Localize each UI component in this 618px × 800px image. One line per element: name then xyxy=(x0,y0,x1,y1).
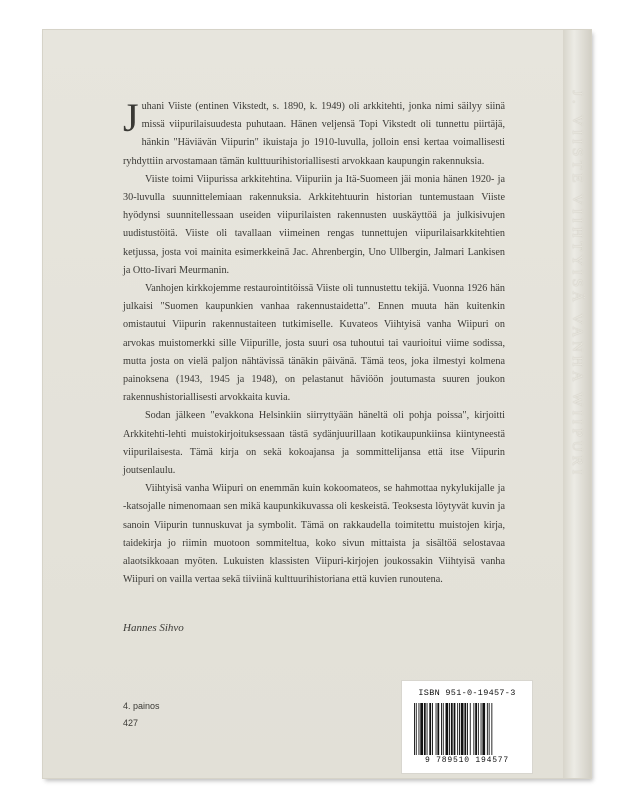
paragraph-2: Viiste toimi Viipurissa arkkitehtina. Viipuriin ja Itä-Suomeen jäi monia hänen 1920- ja 30-luvulla suunnittelemiaan rakennuksia. Arkkitehtuurin historian tuntemustaan Viiste hyödynsi suunnitellessaan useiden viipurilaisten rakennusten uuskäyttöä ja julkisivujen uudistustöitä. Viiste oli tavallaan viimeinen rengas tunnettujen viipurilaisarkkitehtien ketjussa, josta voi mainita esimerkkeinä Jac. Ahrenbergin, Uno Ullbergin, Jalmari Lankisen ja Otto-Iivari Meurmanin. xyxy=(123,173,505,276)
edition-label: 4. painos xyxy=(123,701,160,711)
paragraph-3: Vanhojen kirkkojemme restaurointitöissä Viiste oli tunnustettu tekijä. Vuonna 1926 hän julkaisi "Suomen kaupunkien vanhaa rakennustaidetta". Ennen muuta hän kuitenkin omistautui Viipurin rakennustaiteen tutkimiselle. Kuvateos Viihtyisä vanha Wiipuri on arvokas muistomerkki sille Viipurille, josta suuri osa tuhoutui tai vaurioitui viime sodissa, mutta josta on vielä paljon nähtävissä tänäkin päivänä. Tämä teos, joka ilmestyi kolmena painoksena (1943, 1945 ja 1948), on pelastanut häviöön joutumasta suuren joukon rakennushistoriallisesti arvokkaita kuvia. xyxy=(123,283,505,404)
paragraph-4: Sodan jälkeen "evakkona Helsinkiin siirryttyään häneltä oli pohja poissa", kirjoitti Arkkitehti-lehti muistokirjoituksessaan tästä sydänjuurillaan kotikaupunkiinsa kiintyneestä viipurilaisesta. Tämä kirja on sekä kokoajansa ja sommittelijansa että itse Viipurin joutsenlaulu. xyxy=(123,410,505,477)
barcode-icon xyxy=(414,703,520,755)
barcode-digits: 9 789510 194577 xyxy=(424,756,509,765)
spine-title: J. VIISTE VIIHTYISÄ VANHA WIIPURI xyxy=(569,90,585,479)
paragraph-1 xyxy=(123,95,505,171)
author-signature: Hannes Sihvo xyxy=(123,622,184,634)
book-spine xyxy=(563,30,591,778)
back-cover xyxy=(43,30,564,778)
isbn-number: ISBN 951-0-19457-3 xyxy=(418,688,516,698)
edition-info xyxy=(123,698,160,732)
isbn-barcode-label xyxy=(401,680,533,774)
blurb-text xyxy=(123,95,505,589)
drop-cap: J xyxy=(123,95,139,140)
book xyxy=(43,30,591,778)
product-code: 427 xyxy=(123,718,139,728)
paragraph-5: Viihtyisä vanha Wiipuri on enemmän kuin kokoomateos, se hahmottaa nykylukijalle ja -katsojalle nimenomaan sen mikä kaupunkikuvassa oli keskeistä. Teoksesta löytyvät kuvin ja sanoin Viipurin tunnuskuvat ja symbolit. Tämä on rakkaudella toimitettu muistojen kirja, taidekirja jo riimin muotoon sommiteltua, koko sivun mittaista ja sisältöä selostavaa alaotsikkoaan myöten. Lukuisten klassisten Viipuri-kirjojen joukossakin Viihtyisä vanha Wiipuri on vailla vertaa sekä tiiviinä kulttuurihistoriana että kuvien runoutena. xyxy=(123,483,505,586)
paragraph-1-text: uhani Viiste (entinen Vikstedt, s. 1890, k. 1949) oli arkkitehti, jonka nimi säilyy siinä missä viipurilaisuudesta puhutaan. Hänen veljensä Topi Vikstedt oli tunnettu piirtäjä, hänkin "Häviävän Viipurin" ikuistaja jo 1910-luvulla, jolloin ensi kertaa voimallisesti ryhdyttiin arvostamaan tämän kulttuurihistoriallisesti arvokkaan kaupungin rakennuksia. xyxy=(123,101,505,167)
